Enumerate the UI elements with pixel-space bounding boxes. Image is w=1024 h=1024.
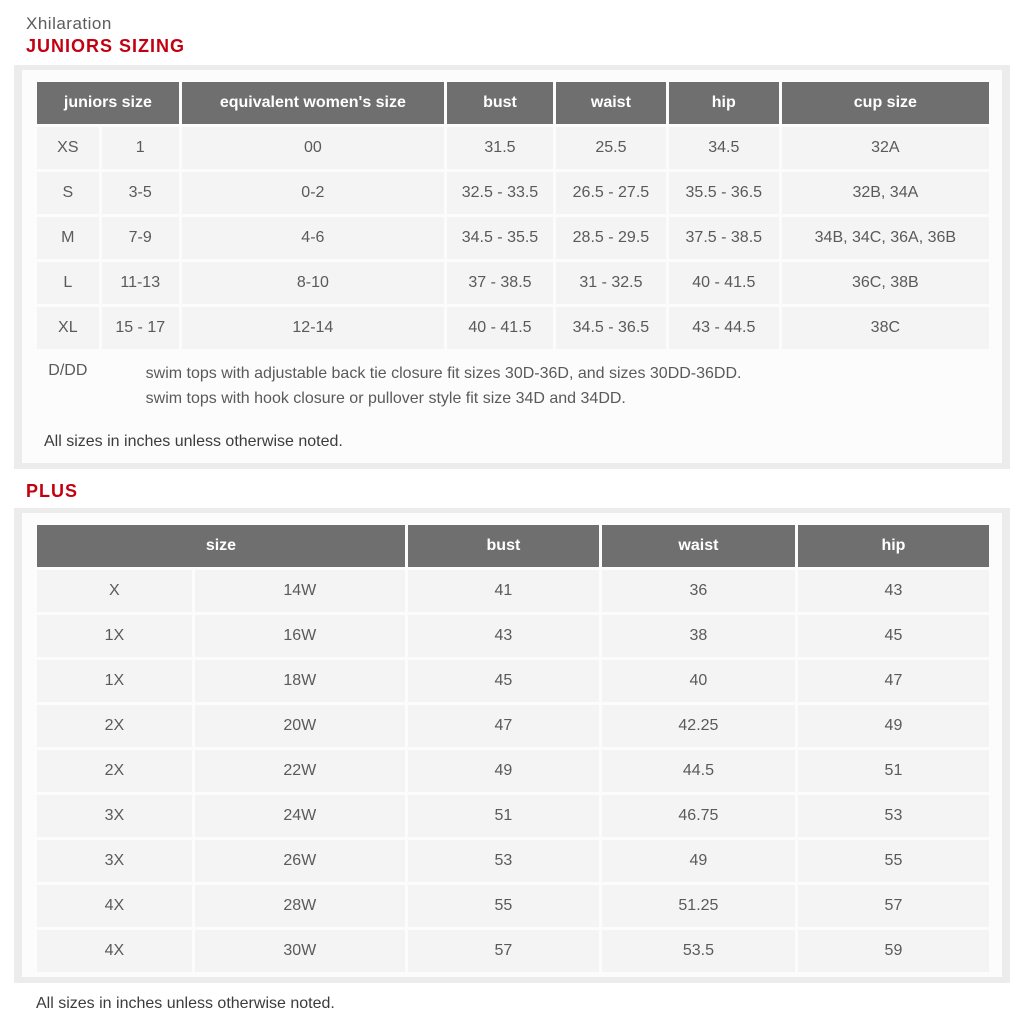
cell-equivalent-size: 0-2 <box>182 172 444 214</box>
cell-waist: 28.5 - 29.5 <box>556 217 666 259</box>
cell-size-letter: M <box>37 217 99 259</box>
cell-size-number: 26W <box>195 840 405 882</box>
col-header-cup-size: cup size <box>782 82 989 124</box>
cup-size-note-row <box>37 352 989 422</box>
cell-waist: 53.5 <box>602 930 795 972</box>
cell-bust: 41 <box>408 570 599 612</box>
plus-sizing-sheet <box>22 513 1002 977</box>
col-header-bust: bust <box>408 525 599 567</box>
cell-bust: 43 <box>408 615 599 657</box>
cell-size-letter: 3X <box>37 795 192 837</box>
cell-hip: 40 - 41.5 <box>669 262 779 304</box>
page-header <box>0 12 1024 65</box>
col-header-waist: waist <box>602 525 795 567</box>
cell-size-letter: 3X <box>37 840 192 882</box>
table-row-1x-16w <box>37 615 989 657</box>
cell-waist: 26.5 - 27.5 <box>556 172 666 214</box>
table-row-2x-20w <box>37 705 989 747</box>
col-header-bust: bust <box>447 82 553 124</box>
cell-cup-size: 34B, 34C, 36A, 36B <box>782 217 989 259</box>
plus-header-row <box>37 525 989 567</box>
table-row-1x-18w <box>37 660 989 702</box>
cell-waist: 42.25 <box>602 705 795 747</box>
cell-bust: 51 <box>408 795 599 837</box>
juniors-sizing-title: JUNIORS SIZING <box>26 36 186 56</box>
table-row-3x-26w <box>37 840 989 882</box>
cell-waist: 36 <box>602 570 795 612</box>
cell-bust: 31.5 <box>447 127 553 169</box>
cell-cup-size: 32B, 34A <box>782 172 989 214</box>
cell-hip: 51 <box>798 750 989 792</box>
table-row-xl <box>37 307 989 349</box>
col-header-size: size <box>37 525 405 567</box>
cell-bust: 47 <box>408 705 599 747</box>
cell-size-letter: S <box>37 172 99 214</box>
cell-bust: 49 <box>408 750 599 792</box>
plus-sizing-table <box>34 522 992 975</box>
table-row-3x-24w <box>37 795 989 837</box>
cell-size-letter: XL <box>37 307 99 349</box>
cell-size-letter: 1X <box>37 660 192 702</box>
cell-size-number: 20W <box>195 705 405 747</box>
cell-size-number: 3-5 <box>102 172 179 214</box>
cell-waist: 38 <box>602 615 795 657</box>
cell-size-letter: L <box>37 262 99 304</box>
cell-equivalent-size: 8-10 <box>182 262 444 304</box>
cell-waist: 25.5 <box>556 127 666 169</box>
cell-size-number: 11-13 <box>102 262 179 304</box>
cell-size-letter: 2X <box>37 750 192 792</box>
juniors-sizing-sheet <box>22 70 1002 463</box>
cell-equivalent-size: 4-6 <box>182 217 444 259</box>
plus-title: PLUS <box>26 480 79 501</box>
col-header-hip: hip <box>798 525 989 567</box>
cell-bust: 53 <box>408 840 599 882</box>
cell-size-letter: 1X <box>37 615 192 657</box>
cell-size-number: 7-9 <box>102 217 179 259</box>
table-row-l <box>37 262 989 304</box>
col-header-juniors-size: juniors size <box>37 82 179 124</box>
cell-waist: 40 <box>602 660 795 702</box>
cell-ddd-label: D/DD <box>37 352 99 422</box>
cell-hip: 35.5 - 36.5 <box>669 172 779 214</box>
cell-hip: 55 <box>798 840 989 882</box>
col-header-equivalent-womens-size: equivalent women's size <box>182 82 444 124</box>
cell-hip: 53 <box>798 795 989 837</box>
cell-cup-size: 38C <box>782 307 989 349</box>
cell-hip: 43 <box>798 570 989 612</box>
cell-hip: 34.5 <box>669 127 779 169</box>
cell-hip: 57 <box>798 885 989 927</box>
cell-size-number: 15 - 17 <box>102 307 179 349</box>
cell-size-number: 1 <box>102 127 179 169</box>
cell-bust: 32.5 - 33.5 <box>447 172 553 214</box>
cell-bust: 40 - 41.5 <box>447 307 553 349</box>
col-header-hip: hip <box>669 82 779 124</box>
cell-bust: 45 <box>408 660 599 702</box>
juniors-header-row <box>37 82 989 124</box>
juniors-sizing-table <box>34 79 992 425</box>
cell-size-number: 24W <box>195 795 405 837</box>
juniors-sizing-panel <box>14 65 1010 469</box>
cell-size-number: 14W <box>195 570 405 612</box>
cell-hip: 45 <box>798 615 989 657</box>
cell-waist: 34.5 - 36.5 <box>556 307 666 349</box>
table-row-x <box>37 570 989 612</box>
cell-equivalent-size: 12-14 <box>182 307 444 349</box>
cell-size-number: 28W <box>195 885 405 927</box>
cell-bust: 34.5 - 35.5 <box>447 217 553 259</box>
cell-equivalent-size: 00 <box>182 127 444 169</box>
plus-sizing-panel <box>14 508 1010 983</box>
cell-waist: 51.25 <box>602 885 795 927</box>
cell-waist: 31 - 32.5 <box>556 262 666 304</box>
cell-cup-size: 36C, 38B <box>782 262 989 304</box>
col-header-waist: waist <box>556 82 666 124</box>
cell-hip: 37.5 - 38.5 <box>669 217 779 259</box>
cell-size-number: 18W <box>195 660 405 702</box>
cell-size-number: 30W <box>195 930 405 972</box>
table-row-4x-28w <box>37 885 989 927</box>
table-row-s <box>37 172 989 214</box>
cell-hip: 59 <box>798 930 989 972</box>
table-row-2x-22w <box>37 750 989 792</box>
cell-size-letter: X <box>37 570 192 612</box>
table-row-4x-30w <box>37 930 989 972</box>
cell-size-letter: 2X <box>37 705 192 747</box>
plus-header <box>0 469 1024 508</box>
cell-size-letter: 4X <box>37 885 192 927</box>
cell-size-letter: XS <box>37 127 99 169</box>
cell-waist: 44.5 <box>602 750 795 792</box>
table-row-xs <box>37 127 989 169</box>
ddd-note-line-1: swim tops with adjustable back tie closure fit sizes 30D-36D, and sizes 30DD-36DD. <box>145 365 742 382</box>
cell-bust: 57 <box>408 930 599 972</box>
cell-size-letter: 4X <box>37 930 192 972</box>
cell-size-number: 22W <box>195 750 405 792</box>
cell-waist: 49 <box>602 840 795 882</box>
cell-bust: 55 <box>408 885 599 927</box>
cell-bust: 37 - 38.5 <box>447 262 553 304</box>
cell-hip: 47 <box>798 660 989 702</box>
table-row-m <box>37 217 989 259</box>
cell-size-number: 16W <box>195 615 405 657</box>
ddd-note-text <box>102 352 989 422</box>
cell-cup-size: 32A <box>782 127 989 169</box>
brand-name: Xhilaration <box>26 14 112 33</box>
cell-hip: 43 - 44.5 <box>669 307 779 349</box>
cell-hip: 49 <box>798 705 989 747</box>
juniors-footnote: All sizes in inches unless otherwise noted. <box>34 425 992 461</box>
plus-footnote: All sizes in inches unless otherwise noted. <box>36 994 335 1012</box>
cell-waist: 46.75 <box>602 795 795 837</box>
ddd-note-line-2: swim tops with hook closure or pullover style fit size 34D and 34DD. <box>145 389 626 407</box>
